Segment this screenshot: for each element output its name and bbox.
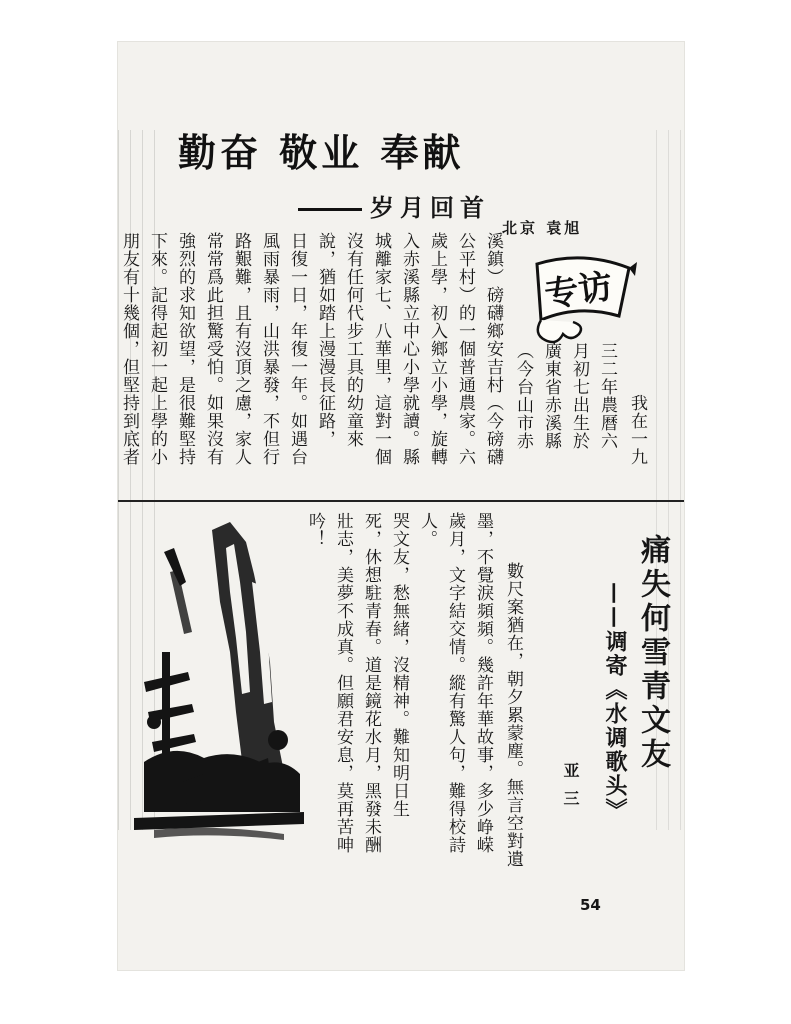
- text-column: 朋友有十幾個，但堅持到底者: [119, 232, 139, 466]
- article-byline: 北京 袁旭: [502, 219, 583, 237]
- text-column: 路艱難，且有沒頂之慮，家人: [231, 232, 251, 466]
- poem-title: 痛失何雪青文友: [635, 534, 670, 772]
- text-column: 沒有任何代步工具的幼童來: [343, 232, 363, 448]
- poem-line: 人。: [417, 512, 437, 548]
- text-column: （今台山市赤: [513, 342, 533, 450]
- text-column: 溪鎮）磅礴鄉安吉村（今磅礴: [483, 232, 503, 466]
- poem-line: 壯志，美夢不成真。但願君安息，莫再苦呻: [333, 512, 353, 854]
- poem-line: 死，休想駐青春。道是鏡花水月，黑發未酬: [361, 512, 381, 854]
- text-column: 說，猶如踏上漫漫長征路，: [315, 232, 335, 448]
- poem-subtitle: ——调寄《水调歌头》: [602, 582, 628, 822]
- text-column: 三二年農曆六: [597, 342, 617, 450]
- poem-subtitle-text: 调寄《水调歌头》: [602, 630, 628, 822]
- text-column: 常常爲此担驚受怕。如果沒有: [203, 232, 223, 466]
- text-column: 強烈的求知欲望，是很難堅持: [175, 232, 195, 466]
- text-column: 歲上學，初入鄉立小學，旋轉: [427, 232, 447, 466]
- text-column: 月初七出生於: [569, 342, 589, 450]
- book-page: [118, 42, 684, 970]
- subtitle-dash: [298, 208, 362, 211]
- poem-line: 吟！: [305, 512, 325, 548]
- landscape-illustration: [134, 512, 304, 872]
- text-column: 我在一九: [627, 394, 647, 466]
- poem-line: 數尺案猶在，朝夕累蒙塵。無言空對遺: [503, 562, 523, 868]
- text-column: 下來。記得起初一起上學的小: [147, 232, 167, 466]
- interview-stamp-icon: [523, 242, 643, 352]
- section-divider: [118, 500, 684, 502]
- text-column: 日復一日，年復一年。如遇台: [287, 232, 307, 466]
- article-title: 勤奋 敬业 奉献: [178, 130, 465, 175]
- poem-author: 亚三: [561, 762, 580, 818]
- article-subtitle-text: 岁月回首: [370, 193, 490, 222]
- text-column: 公平村）的一個普通農家。六: [455, 232, 475, 466]
- text-column: 城離家七、八華里，這對一個: [371, 232, 391, 466]
- text-column: 入赤溪縣立中心小學就讀。縣: [399, 232, 419, 466]
- text-column: 風雨暴雨，山洪暴發，不但行: [259, 232, 279, 466]
- poem-line: 歲月，文字結交情。縱有驚人句，難得校詩: [445, 512, 465, 854]
- text-column: 廣東省赤溪縣: [541, 342, 561, 450]
- page-number: 54: [580, 896, 601, 914]
- stamp-label: 专访: [542, 266, 616, 316]
- poem-line: 哭文友，愁無緒，沒精神。難知明日生: [389, 512, 409, 818]
- poem-line: 墨，不覺淚頻頻。幾許年華故事，多少峥嵘: [473, 512, 493, 854]
